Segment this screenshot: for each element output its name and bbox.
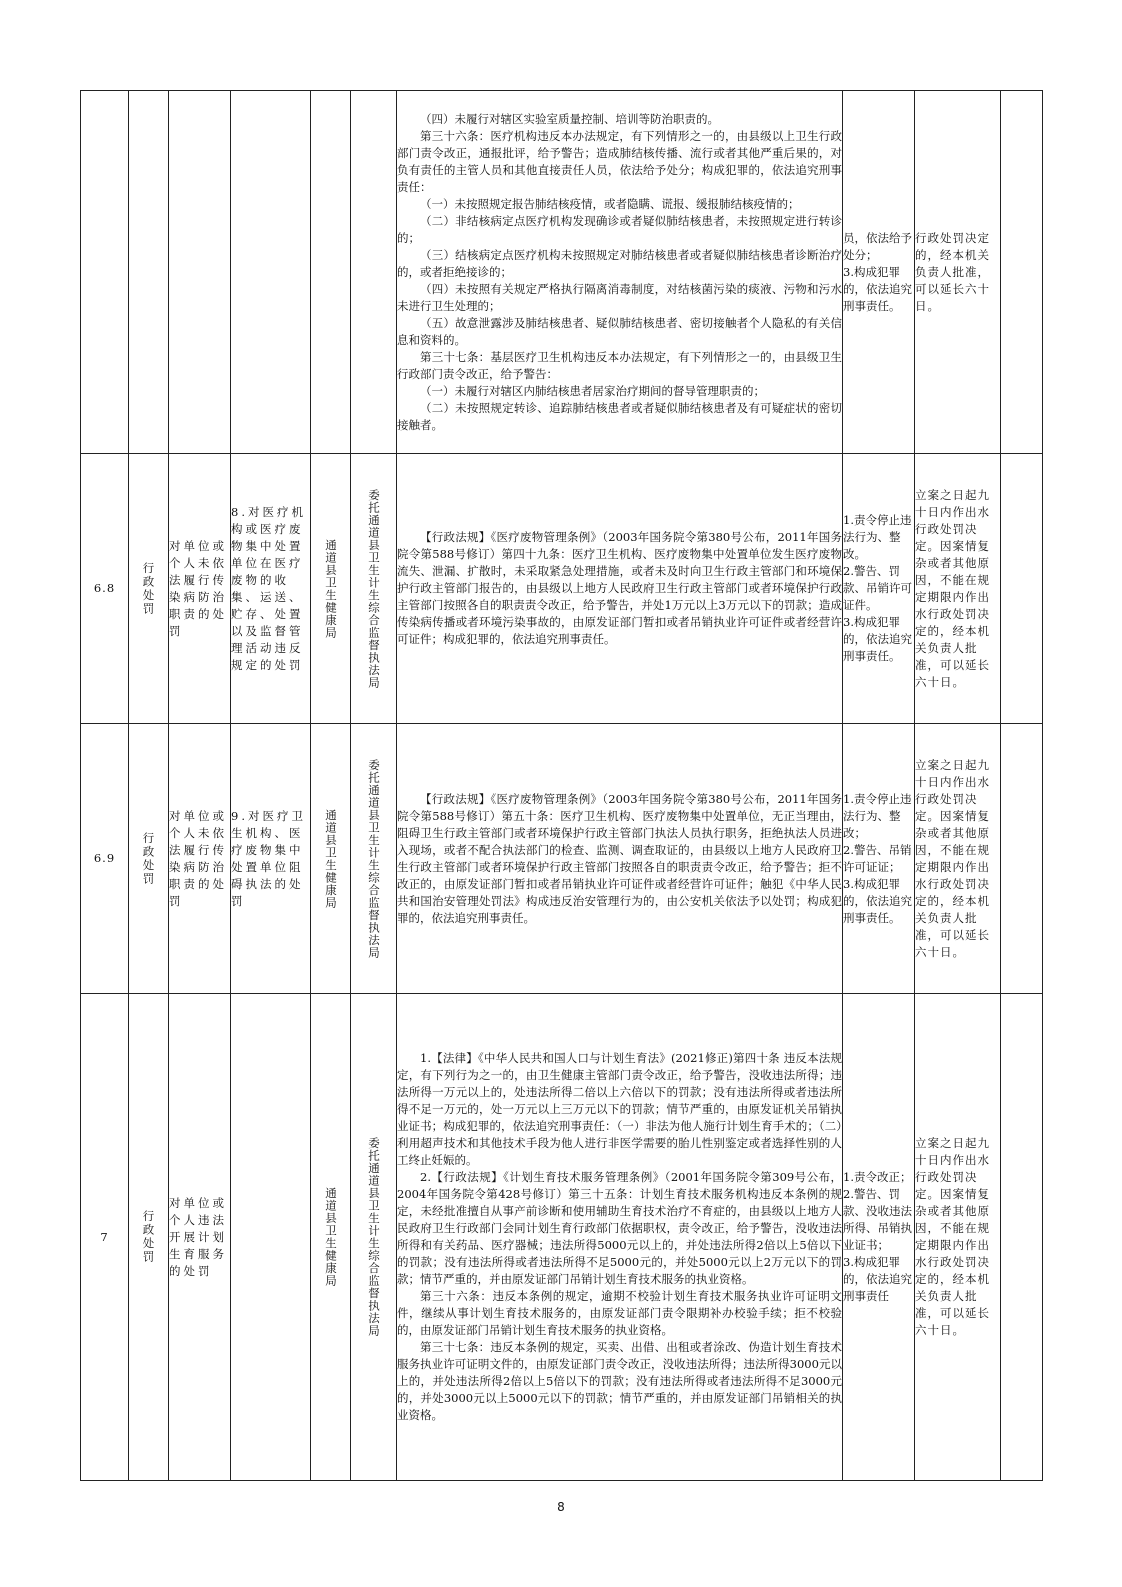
executing-agency — [351, 454, 397, 724]
legal-basis — [397, 994, 843, 1481]
penalty-item: 1.责令改正； — [843, 1170, 912, 1184]
responsible-department-text: 通道县卫生健康局 — [324, 808, 338, 909]
table-row — [81, 91, 1043, 454]
basis-paragraph: （一）未按照规定报告肺结核疫情，或者隐瞒、谎报、缓报肺结核疫情的； — [420, 196, 800, 211]
basis-paragraph: （二）非结核病定点医疗机构发现确诊或者疑似肺结核患者，未按照规定进行转诊的； — [397, 213, 842, 245]
basis-paragraph: 1.【法律】《中华人民共和国人口与计划生育法》(2021修正)第四十条 违反本法规定，有下列行为之一的，由卫生健康主管部门责令改正，给予警告，没收违法所得；违法所得一万元以上的，处违法所得二倍以上六倍以下的罚款；没有违法所得或者违法所得不足一万元的，处一万元以上三万元以下的罚款；情节严重的，由原发证机关吊销执业证书；构成犯罪的，依法追究刑事责任：（一）非法为他人施行计划生育手术的；（二）利用超声技术和其他技术手段为他人进行非医学需要的胎儿性别鉴定或者选择性别的人工终止妊娠的。 — [397, 1051, 842, 1167]
table-row — [81, 454, 1043, 724]
basis-paragraph: （四）未履行对辖区实验室质量控制、培训等防治职责的。 — [420, 111, 719, 126]
penalty-item: 3.构成犯罪的，依法追究刑事责任。 — [843, 264, 912, 313]
penalty-item: 1.责令停止违法行为、整改。 — [843, 513, 912, 561]
time-limit: 立案之日起九十日内作出水行政处罚决定。因案情复杂或者其他原因，不能在规定期限内作出水行政处罚决定的，经本机关负责人批准，可以延长六十日。 — [915, 994, 1001, 1481]
legal-basis — [397, 91, 843, 454]
power-list-table — [80, 90, 1043, 1481]
responsible-department-text: 通道县卫生健康局 — [324, 1187, 338, 1287]
responsible-department — [311, 454, 351, 724]
sub-item-name: 9.对医疗卫生机构、医疗废物集中处置单位阻碍执法的处罚 — [231, 724, 311, 994]
power-category-text: 行政处罚 — [141, 831, 156, 886]
basis-paragraph: 【行政法规】《医疗废物管理条例》（2003年国务院令第380号公布，2011年国务院令第588号修订）第四十九条：医疗卫生机构、医疗废物集中处置单位发生医疗废物流失、泄漏、扩散时，未采取紧急处理措施，或者未及时向卫生行政主管部门和环境保护行政主管部门报告的，由县级以上地方人民政府卫生行政主管部门或者环境保护行政主管部门按照各自的职责责令改正，给予警告，并处1万元以上3万元以下的罚款；造成传染病传播或者环境污染事故的，由原发证部门暂扣或者吊销执业许可证件或者经营许可证件；构成犯罪的，依法追究刑事责任。 — [397, 530, 842, 646]
item-number: 6.9 — [81, 724, 129, 994]
executing-agency — [351, 91, 397, 454]
penalty-item: 2.警告、罚款、吊销许可证件。 — [843, 564, 912, 612]
penalty-item: 3.构成犯罪的，依法追究刑事责任。 — [843, 615, 912, 663]
basis-paragraph: （三）结核病定点医疗机构未按照规定对肺结核患者或者疑似肺结核患者诊断治疗的，或者拒绝接诊的； — [397, 247, 842, 279]
basis-paragraph: （四）未按照有关规定严格执行隔离消毒制度，对结核菌污染的痰液、污物和污水未进行卫生处理的； — [397, 281, 842, 313]
penalty-types — [843, 994, 915, 1481]
penalty-item: 员，依法给予处分； — [843, 230, 912, 262]
penalty-item: 2.警告、吊销许可证证； — [843, 842, 912, 874]
item-number — [81, 91, 129, 454]
executing-agency — [351, 994, 397, 1481]
basis-paragraph: 第三十六条：违反本条例的规定，逾期不校验计划生育技术服务执业许可证明文件，继续从事计划生育技术服务的，由原发证部门责令限期补办校验手续；拒不校验的，由原发证部门吊销计划生育技术服务的执业资格。 — [397, 1289, 842, 1337]
power-category-text: 行政处罚 — [141, 1210, 156, 1264]
time-limit: 立案之日起九十日内作出水行政处罚决定。因案情复杂或者其他原因，不能在规定期限内作出水行政处罚决定的，经本机关负责人批准，可以延长六十日。 — [915, 724, 1001, 994]
page-number: 8 — [557, 1500, 565, 1514]
responsible-department — [311, 724, 351, 994]
executing-agency — [351, 724, 397, 994]
remarks-cell — [1001, 454, 1043, 724]
responsible-department-text: 通道县卫生健康局 — [324, 538, 338, 639]
sub-item-name: 8.对医疗机构或医疗废物集中处置单位在医疗废物的收集、运送、贮存、处置以及监督管理活动违反规定的处罚 — [231, 454, 311, 724]
basis-paragraph: 第三十七条：基层医疗卫生机构违反本办法规定，有下列情形之一的，由县级卫生行政部门责令改正，给予警告： — [397, 349, 842, 381]
legal-basis — [397, 454, 843, 724]
penalty-types — [843, 91, 915, 454]
item-number: 7 — [81, 994, 129, 1481]
item-number: 6.8 — [81, 454, 129, 724]
power-category — [129, 724, 169, 994]
power-category-text: 行政处罚 — [141, 561, 156, 616]
basis-paragraph: （五）故意泄露涉及肺结核患者、疑似肺结核患者、密切接触者个人隐私的有关信息和资料的。 — [397, 315, 842, 347]
time-limit: 行政处罚决定的，经本机关负责人批准，可以延长六十日。 — [915, 91, 1001, 454]
responsible-department — [311, 91, 351, 454]
basis-paragraph: 2.【行政法规】《计划生育技术服务管理条例》（2001年国务院令第309号公布，2004年国务院令第428号修订）第三十五条：计划生育技术服务机构违反本条例的规定，未经批准擅自从事产前诊断和使用辅助生育技术治疗不育症的，由县级以上地方人民政府卫生行政部门会同计划生育行政部门依据职权，责令改正，给予警告，没收违法所得和有关药品、医疗器械；违法所得5000元以上的，并处违法所得2倍以上5倍以下的罚款；没有违法所得或者违法所得不足5000元的，并处5000元以上2万元以下的罚款；情节严重的，并由原发证部门吊销计划生育技术服务的执业资格。 — [397, 1170, 842, 1286]
table-row — [81, 724, 1043, 994]
time-limit: 立案之日起九十日内作出水行政处罚决定。因案情复杂或者其他原因，不能在规定期限内作出水行政处罚决定的，经本机关负责人批准，可以延长六十日。 — [915, 454, 1001, 724]
penalty-types — [843, 724, 915, 994]
item-name: 对单位或个人未依法履行传染病防治职责的处罚 — [169, 724, 231, 994]
remarks-cell — [1001, 91, 1043, 454]
table-row — [81, 994, 1043, 1481]
item-name — [169, 91, 231, 454]
basis-paragraph: 【行政法规】《医疗废物管理条例》（2003年国务院令第380号公布，2011年国务院令第588号修订）第五十条：医疗卫生机构、医疗废物集中处置单位，无正当理由，阻碍卫生行政主管部门或者环境保护行政主管部门执法人员执行职务，拒绝执法人员进入现场，或者不配合执法部门的检查、监测、调查取证的，由县级以上地方人民政府卫生行政主管部门或者环境保护行政主管部门按照各自的职责责令改正，给予警告；拒不改正的，由原发证部门暂扣或者吊销执业许可证件或者经营许可证件；触犯《中华人民共和国治安管理处罚法》构成违反治安管理行为的，由公安机关依法予以处罚；构成犯罪的，依法追究刑事责任。 — [397, 791, 842, 925]
basis-paragraph: 第三十七条：违反本条例的规定，买卖、出借、出租或者涂改、伪造计划生育技术服务执业许可证明文件的，由原发证部门责令改正，没收违法所得；违法所得3000元以上的，并处违法所得2倍以上5倍以下的罚款；没有违法所得或者违法所得不足3000元的，并处3000元以上5000元以下的罚款；情节严重的，并由原发证部门吊销相关的执业资格。 — [397, 1340, 842, 1422]
remarks-cell — [1001, 994, 1043, 1481]
responsible-department — [311, 994, 351, 1481]
basis-paragraph: （一）未履行对辖区内肺结核患者居家治疗期间的督导管理职责的； — [420, 383, 765, 398]
penalty-item: 3.构成犯罪的，依法追究刑事责任。 — [843, 876, 912, 925]
item-name: 对单位或个人违法开展计划生育服务的处罚 — [169, 994, 231, 1481]
penalty-item: 3.构成犯罪的，依法追究刑事责任 — [843, 1255, 912, 1303]
item-name: 对单位或个人未依法履行传染病防治职责的处罚 — [169, 454, 231, 724]
basis-paragraph: 第三十六条：医疗机构违反本办法规定，有下列情形之一的，由县级以上卫生行政部门责令改正，通报批评，给予警告；造成肺结核传播、流行或者其他严重后果的，对负有责任的主管人员和其他直接责任人员，依法给予处分；构成犯罪的，依法追究刑事责任： — [397, 128, 842, 194]
penalty-item: 1.责令停止违法行为、整改； — [843, 791, 912, 840]
power-category — [129, 994, 169, 1481]
sub-item-name — [231, 91, 311, 454]
executing-agency-text: 委托通道县卫生计生综合监督执法局 — [367, 488, 381, 689]
executing-agency-text: 委托通道县卫生计生综合监督执法局 — [367, 758, 381, 959]
basis-paragraph: （二）未按照规定转诊、追踪肺结核患者或者疑似肺结核患者及有可疑症状的密切接触者。 — [397, 400, 842, 432]
sub-item-name — [231, 994, 311, 1481]
power-category — [129, 91, 169, 454]
legal-basis — [397, 724, 843, 994]
remarks-cell — [1001, 724, 1043, 994]
penalty-item: 2.警告、罚款、没收违法所得、吊销执业证书； — [843, 1187, 912, 1252]
power-category — [129, 454, 169, 724]
executing-agency-text: 委托通道县卫生计生综合监督执法局 — [367, 1137, 381, 1337]
document-page — [80, 90, 1042, 1480]
penalty-types — [843, 454, 915, 724]
